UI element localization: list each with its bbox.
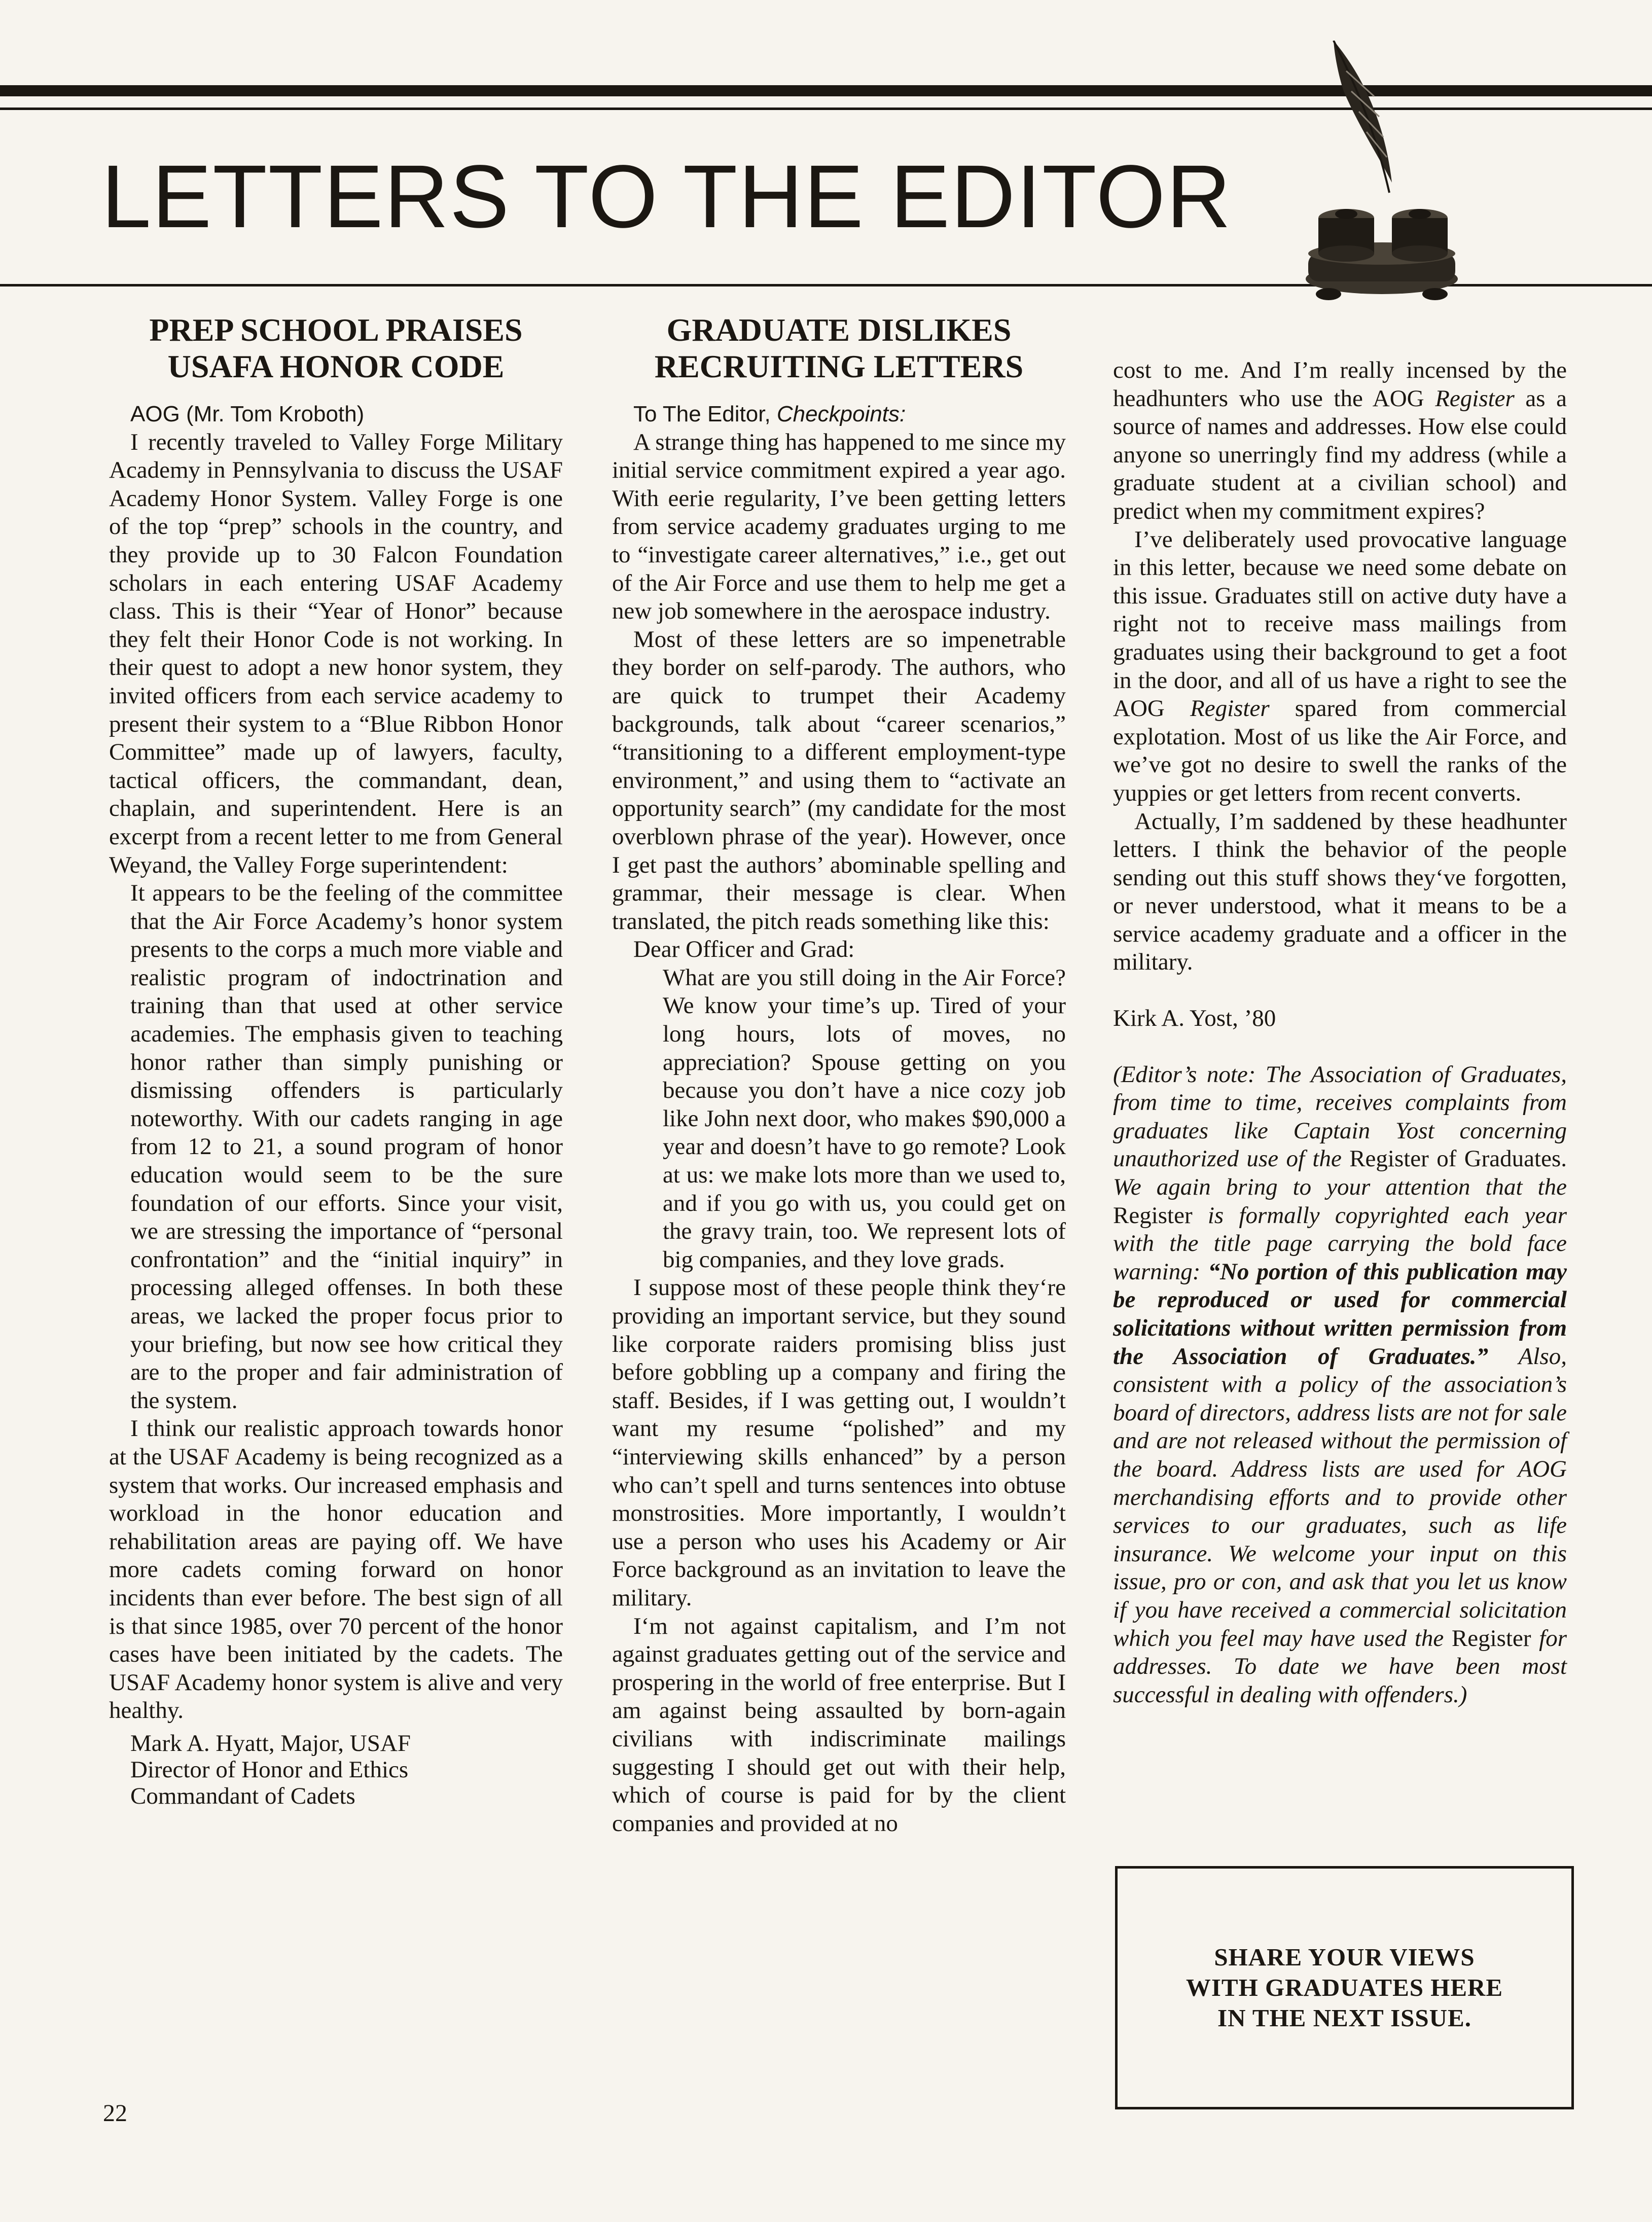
text: as a source of names and addresses. How else could anyone so unerringly find my address (while a graduate student at a civilian school) and predict when my commitment expires? [1113, 385, 1567, 524]
headline-line-1: GRADUATE DISLIKES [666, 312, 1012, 348]
quote-text: It appears to be the feeling of the committee that the Air Force Academy’s honor system presents to the corps a much more viable and realistic program of indoctrination and training than that used at other service academies. The emphasis given to teaching honor rather than simply punishing or dismissing offenders is particularly noteworthy. With our cadets ranging in age from 12 to 21, a sound program of honor education would seem to be the sure foundation of our efforts. Since your visit, we are stressing the importance of “personal confrontation” and the “initial inquiry” in processing alleged offenses. In both these areas, we lacked the proper focus prior to your briefing, but now see how critical they are to the proper and fair administration of the system. [130, 880, 563, 1414]
inkwell-quill-icon [1298, 41, 1465, 304]
quote-greeting: Dear Officer and Grad: [633, 936, 855, 963]
signature-title: Director of Honor and Ethics [130, 1756, 409, 1783]
share-views-box [1115, 1866, 1574, 2109]
headline-line-2: USAFA HONOR CODE [167, 348, 505, 384]
text: Also, consistent with a policy of the association’s board of directors, address lists are not for sale and are not released without the permission of the board. Address lists are used for AOG merchandising efforts and to provide other services to our graduates, such as life insurance. We welcome your input on this issue, pro or con, and ask that you let us know if you have received a commercial solicitation which you feel may have used the [1113, 1343, 1567, 1652]
block-quote [130, 879, 563, 1415]
emphasis: Register [1190, 695, 1270, 722]
text: Register [1451, 1625, 1531, 1652]
block-quote [633, 936, 1066, 964]
editors-note [1113, 1061, 1567, 1709]
headline-prep-school [109, 312, 563, 385]
publication-name: Checkpoints: [776, 402, 906, 426]
paragraph: I‘m not against capitalism, and I’m not against graduates getting out of the service and prospering in the world of free enterprise. But I am against being assaulted by born-again civilians with indiscriminate mailings suggesting I should get out with their help, which of course is paid for by the client companies and provided at no [612, 1612, 1066, 1837]
paragraph [1113, 526, 1567, 808]
headline-recruiting [612, 312, 1066, 385]
paragraph: I suppose most of these people think they‘re providing an important service, but they sound like corporate raiders promising bliss just before gobbling up a company and firing the staff. Besides, if I was getting out, I wouldn’t want my resume “polished” and my “interviewing skills enhanced” by a person who can’t spell and turns sentences into obtuse monstrosities. More importantly, I wouldn’t use a person who uses his Academy or Air Force background as an invitation to leave the military. [612, 1274, 1066, 1611]
signature-name: Mark A. Hyatt, Major, USAF [130, 1730, 411, 1757]
emphasis: Register [1435, 385, 1515, 412]
block-quote-body [663, 964, 1066, 1274]
headline-line-2: RECRUITING LETTERS [654, 348, 1024, 384]
paragraph-continued [1113, 356, 1567, 526]
text: cost to me. And I’m really incensed by the headhunters who use the AOG [1113, 357, 1567, 412]
headline-line-1: PREP SCHOOL PRAISES [149, 312, 523, 348]
signature-title: Commandant of Cadets [130, 1782, 355, 1809]
text: is formally copyrighted each year with the title page carrying the bold face warning: [1113, 1202, 1567, 1285]
paragraph: I recently traveled to Valley Forge Military Academy in Pennsylvania to discuss the USAF Academy Honor System. Valley Forge is one of the top “prep” schools in the country, and they provide up to 30 Falcon Foundation scholars in each entering USAF Academy class. This is their “Year of Honor” because they felt their Honor Code is not working. In their quest to adopt a new honor system, they invited officers from each service academy to present their system to a “Blue Ribbon Honor Committee” made up of lawyers, faculty, tactical officers, the commandant, dean, chaplain, and superintendent. Here is an excerpt from a recent letter to me from General Weyand, the Valley Forge superintendent: [109, 428, 563, 878]
letter-recruiting [612, 312, 1066, 1838]
letter-prep-school [109, 312, 563, 1809]
signature-block [130, 1730, 563, 1809]
paragraph: A strange thing has happened to me since my initial service commitment expired a year ago. With eerie regularity, I’ve been getting letters from service academy graduates urging to me to “investigate career alternatives,” i.e., get out of the Air Force and use them to help me get a new job somewhere in the aerospace industry. [612, 428, 1066, 625]
paragraph: Actually, I’m saddened by these headhunter letters. I think the behavior of the people sending out this stuff shows they‘ve forgotten, or never understood, what it means to be a service academy graduate and a officer in the military. [1113, 808, 1567, 976]
bold-warning: “No portion of this publication may be reproduced or used for commercial solicitations without written permission from the Association of Graduates.” [1113, 1258, 1567, 1370]
signature: Kirk A. Yost, ’80 [1113, 1005, 1276, 1032]
page-number: 22 [103, 2100, 127, 2127]
salutation-text: To The Editor, [633, 402, 777, 426]
text: spared from commercial explotation. Most of us like the Air Force, and we’ve got no desire to swell the ranks of the yuppies or get letters from recent converts. [1113, 695, 1567, 806]
quote-text: What are you still doing in the Air Force? We know your time’s up. Tired of your long hours, lots of moves, no appreciation? Spouse getting on you because you don’t have a nice cozy job like John next door, who makes $90,000 a year and doesn’t have to go remote? Look at us: we make lots more than we used to, and if you go with us, you could get on the gravy train, too. We represent lots of big companies, and they love grads. [663, 964, 1066, 1273]
share-line: IN THE NEXT ISSUE. [1217, 2004, 1471, 2032]
share-line: WITH GRADUATES HERE [1186, 1974, 1503, 2001]
share-line: SHARE YOUR VIEWS [1214, 1943, 1475, 1971]
paragraph: Most of these letters are so impenetrable they border on self-parody. The authors, who are quick to trumpet their Academy backgrounds, talk about “career scenarios,” “transitioning to a different employment-type environment,” and using them to “activate an opportunity search” (my candidate for the most overblown phrase of the year). However, once I get past the authors’ abominable spelling and grammar, their message is clear. When translated, the pitch reads something like this: [612, 626, 1066, 935]
text: for addresses. To date we have been most successful in dealing with offenders.) [1113, 1625, 1567, 1708]
editors-note-text [1113, 1061, 1567, 1709]
salutation [612, 400, 1066, 428]
letter-continued [1113, 356, 1567, 1709]
text: (Editor’s note: The Association of Graduates, from time to time, receives complaints from graduates like Captain Yost concerning unauthorized use of the [1113, 1061, 1567, 1172]
share-views-text [1167, 1942, 1522, 2033]
text: We again bring to your attention that the [1113, 1174, 1567, 1201]
page-title: LETTERS TO THE EDITOR [101, 147, 1232, 246]
text: Register [1113, 1202, 1193, 1229]
text: Register of Graduates. [1349, 1145, 1567, 1172]
salutation: AOG (Mr. Tom Kroboth) [130, 402, 365, 426]
paragraph: I think our realistic approach towards honor at the USAF Academy is being recognized as a system that works. Our increased emphasis and workload in the honor education and rehabilitation areas are paying off. We have more cadets coming forward on honor incidents than ever before. The best sign of all is that since 1985, over 70 percent of the honor cases have been initiated by the cadets. The USAF Academy honor system is alive and very healthy. [109, 1415, 563, 1724]
text: I’ve deliberately used provocative language in this letter, because we need some debate on this issue. Graduates still on active duty have a right not to receive mass mailings from graduates using their background to get a foot in the door, and all of us have a right to see the AOG [1113, 526, 1567, 722]
